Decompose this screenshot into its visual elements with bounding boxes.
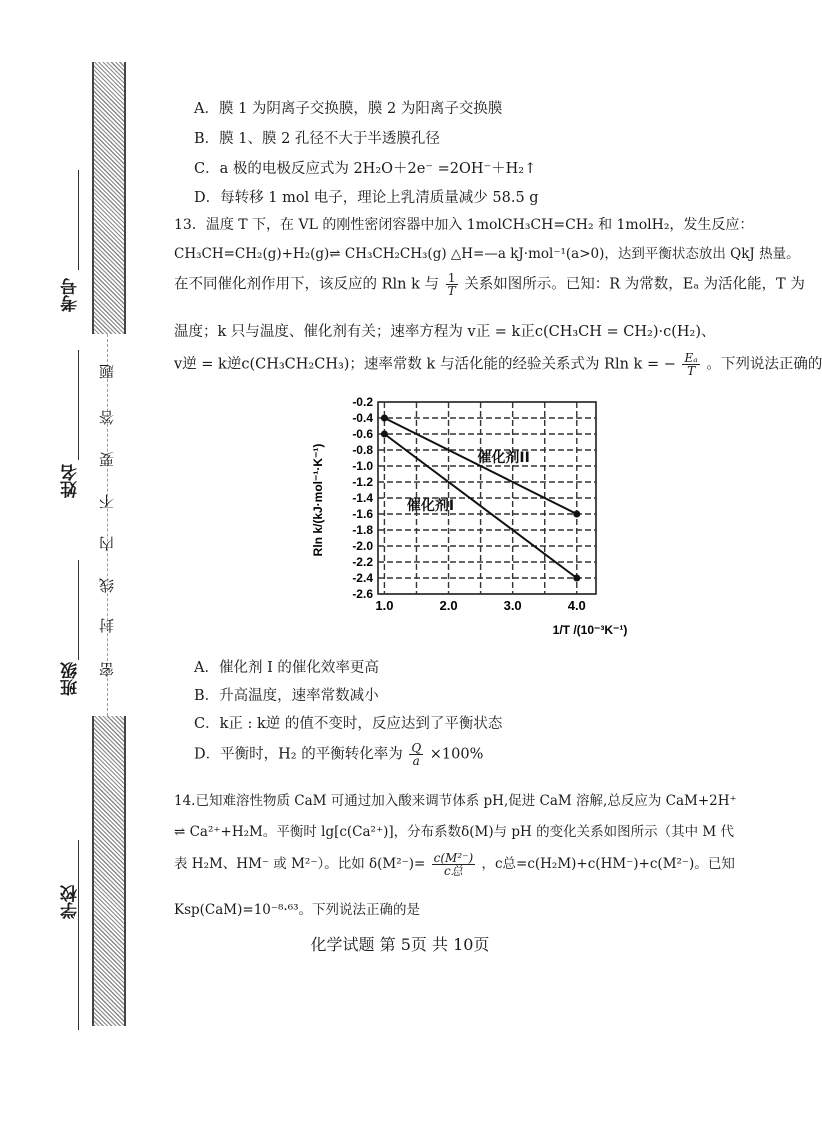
q12-option-a: A．膜 1 为阴离子交换膜，膜 2 为阳离子交换膜 — [194, 101, 503, 117]
q13-stem-line4: 温度；k 只与温度、催化剂有关；速率方程为 v正 = k正c(CH₃CH = CH₂)·c(H₂)、 — [174, 324, 716, 340]
data-point — [381, 431, 388, 438]
hatch-band-bottom — [92, 716, 126, 1026]
q14-line3-text-b: ，c总=c(H₂M)+c(HM⁻)+c(M²⁻)。已知 — [481, 856, 735, 872]
q13-option-a: A．催化剂 I 的催化效率更高 — [194, 660, 379, 676]
q13-line5-text-a: v逆 = k逆c(CH₃CH₂CH₃)；速率常数 k 与活化能的经验关系式为 Rln k = − — [174, 356, 676, 373]
y-tick-label: -0.8 — [352, 443, 373, 457]
series-label: 催化剂II — [477, 450, 530, 466]
school-label: 学校 — [61, 885, 81, 919]
q13-line5-text-b: 。下列说法正确的 — [706, 356, 822, 373]
data-point — [381, 415, 388, 422]
fraction-denominator: a — [412, 754, 420, 768]
q13-stem-line2: CH₃CH=CH₂(g)+H₂(g)⇌ CH₃CH₂CH₃(g) △H=—a kJ·mol⁻¹(a>0)，达到平衡状态放出 QkJ 热量。 — [174, 246, 800, 262]
conversion-fraction — [409, 742, 423, 767]
q14-stem-line1: 14.已知难溶性物质 CaM 可通过加入酸来调节体系 pH,促进 CaM 溶解,总反应为 CaM+2H⁺ — [174, 793, 737, 809]
q14-line3-text-a: 表 H₂M、HM⁻ 或 M²⁻）。比如 δ(M²⁻)= — [174, 856, 426, 872]
x-tick-label: 1.0 — [375, 598, 394, 613]
y-tick-label: -1.4 — [352, 491, 373, 505]
y-tick-label: -1.0 — [352, 459, 373, 473]
name-label: 姓名 — [61, 464, 81, 498]
seal-char: 题 — [98, 364, 116, 379]
chart-ticks — [352, 395, 585, 613]
seal-char: 要 — [98, 452, 116, 467]
x-tick-label: 3.0 — [503, 598, 522, 613]
x-axis-label: 1/T /(10⁻³K⁻¹) — [552, 623, 628, 637]
q13-stem-line1: 13．温度 T 下，在 VL 的刚性密闭容器中加入 1molCH₃CH=CH₂ 和 1molH₂，发生反应： — [174, 217, 754, 233]
series-label: 催化剂I — [406, 498, 455, 514]
x-tick-label: 4.0 — [567, 598, 586, 613]
q13-line3-text-a: 在不同催化剂作用下，该反应的 Rln k 与 — [174, 276, 440, 293]
q13-stem-line3 — [174, 272, 805, 297]
q13-option-d — [194, 742, 483, 767]
fraction-denominator: T — [687, 364, 696, 378]
y-tick-label: -0.2 — [352, 395, 373, 409]
activation-energy-fraction — [682, 352, 699, 377]
fraction-numerator: Q — [411, 741, 422, 755]
x-tick-label: 2.0 — [439, 598, 458, 613]
data-point — [573, 575, 580, 582]
binding-margin — [0, 0, 160, 1132]
y-tick-label: -1.8 — [352, 523, 373, 537]
exam-number-label: 考号 — [61, 278, 81, 312]
rlnk-vs-inverse-t-chart — [300, 388, 630, 646]
data-point — [573, 511, 580, 518]
y-tick-label: -2.4 — [352, 571, 373, 585]
y-tick-label: -2.0 — [352, 539, 373, 553]
page-footer: 化学试题 第 5页 共 10页 — [310, 935, 490, 954]
seal-char: 封 — [98, 618, 116, 633]
y-axis-label: Rln k/(kJ·mol⁻¹·K⁻¹) — [311, 443, 325, 557]
fraction-numerator: 1 — [446, 272, 458, 285]
seal-dashed-line — [107, 334, 108, 716]
y-tick-label: -2.6 — [352, 587, 373, 601]
seal-char: 答 — [98, 410, 116, 425]
q13-option-d-text-a: D．平衡时，H₂ 的平衡转化率为 — [194, 746, 403, 763]
q12-option-c: C．a 极的电极反应式为 2H₂O＋2e⁻ =2OH⁻＋H₂↑ — [194, 161, 537, 177]
y-tick-label: -1.6 — [352, 507, 373, 521]
fraction-denominator: c总 — [444, 864, 463, 878]
q13-option-d-text-b: ×100% — [429, 746, 484, 763]
class-field[interactable] — [78, 560, 79, 660]
name-field[interactable] — [78, 350, 79, 460]
q14-stem-line4: Ksp(CaM)=10⁻⁸·⁶³。下列说法正确的是 — [174, 902, 421, 918]
q14-stem-line2: ⇌ Ca²⁺+H₂M。平衡时 lg[c(Ca²⁺)]，分布系数δ(M)与 pH 的变化关系如图所示（其中 M 代 — [174, 824, 735, 840]
hatch-band-top — [92, 62, 126, 334]
q13-stem-line5 — [174, 352, 822, 377]
q13-line3-text-b: 关系如图所示。已知：R 为常数，Eₐ 为活化能，T 为 — [464, 276, 805, 293]
q13-option-b: B．升高温度，速率常数减小 — [194, 688, 379, 704]
seal-char: 不 — [98, 494, 116, 509]
distribution-fraction — [432, 852, 476, 877]
fraction-denominator: T — [447, 284, 456, 298]
q13-option-c: C．k正 : k逆 的值不变时，反应达到了平衡状态 — [194, 716, 503, 732]
seal-char: 内 — [98, 536, 116, 551]
q12-option-d: D．每转移 1 mol 电子，理论上乳清质量减少 58.5 g — [194, 190, 539, 206]
y-tick-label: -1.2 — [352, 475, 373, 489]
fraction-numerator: Eₐ — [684, 351, 698, 365]
exam-number-field[interactable] — [78, 170, 79, 270]
q12-option-b: B．膜 1、膜 2 孔径不大于半透膜孔径 — [194, 131, 440, 147]
seal-char: 线 — [98, 578, 116, 593]
seal-char: 密 — [98, 662, 116, 677]
inverse-t-fraction — [446, 272, 458, 297]
y-tick-label: -0.6 — [352, 427, 373, 441]
fraction-numerator: c(M²⁻) — [433, 851, 474, 865]
y-tick-label: -2.2 — [352, 555, 373, 569]
q14-stem-line3 — [174, 852, 735, 877]
class-label: 班级 — [61, 662, 81, 696]
y-tick-label: -0.4 — [352, 411, 373, 425]
